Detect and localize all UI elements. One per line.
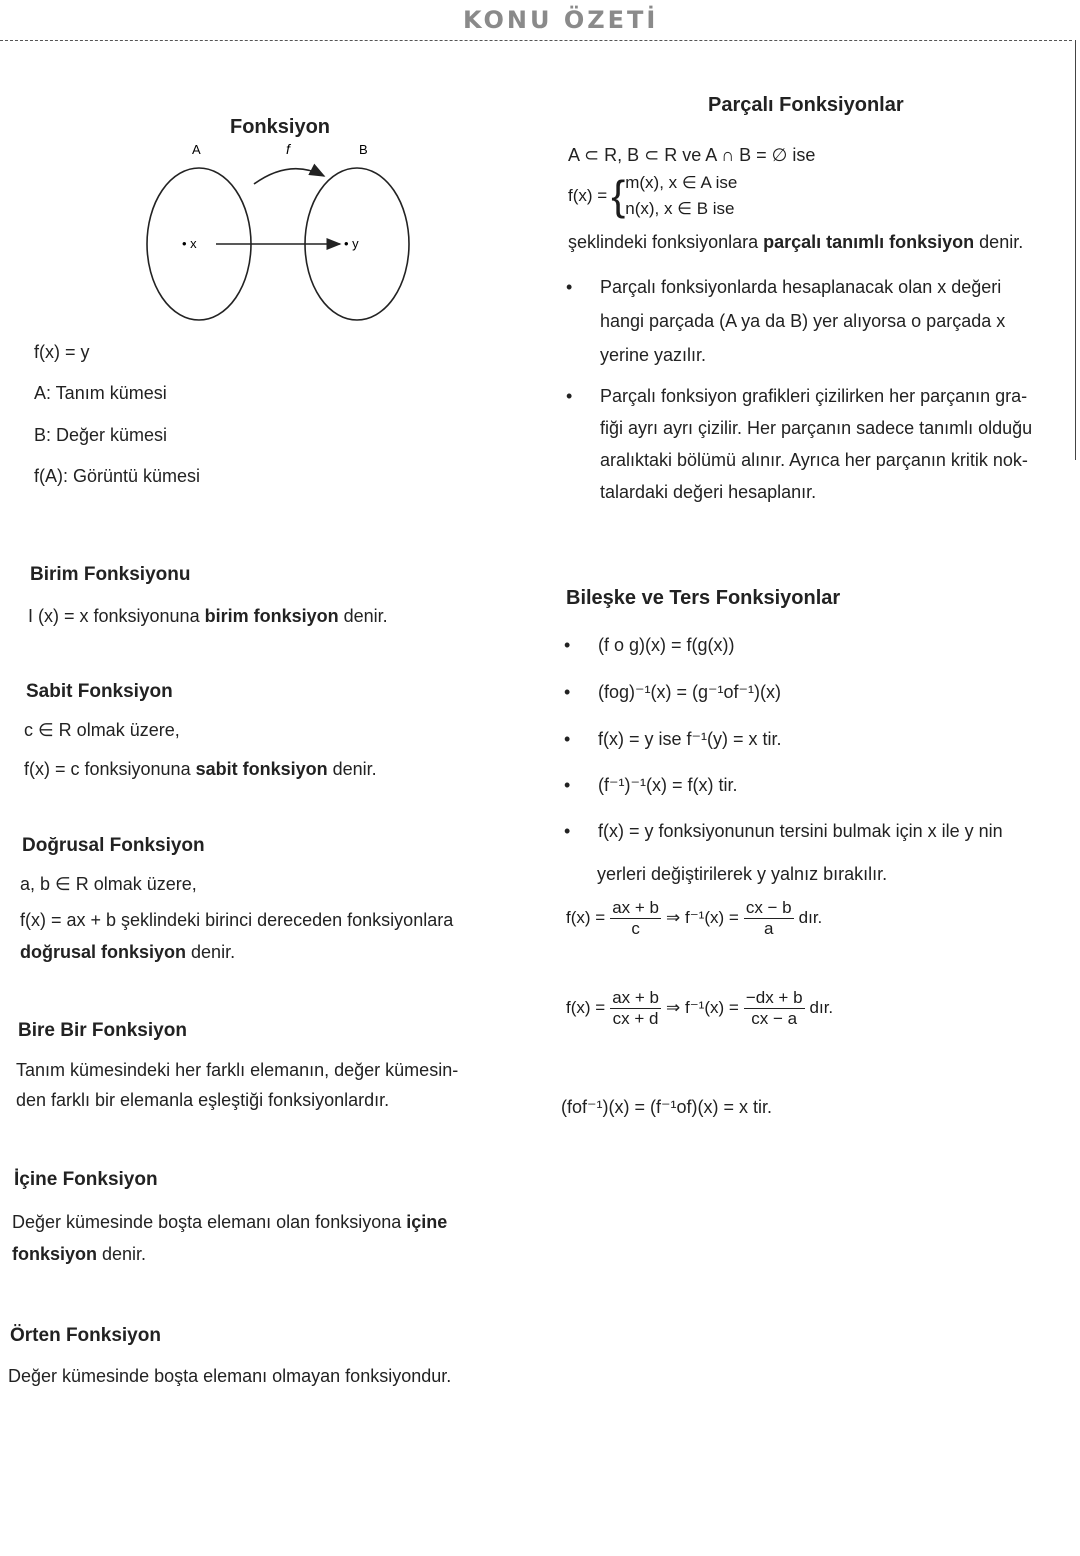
birebir-line1: Tanım kümesindeki her farklı elemanın, değer kümesin-: [16, 1060, 459, 1080]
header-rule: [0, 40, 1072, 41]
bileske-item-4: • (f⁻¹)⁻¹(x) = f(x) tir.: [598, 775, 737, 796]
sabit-text: f(x) = c fonksiyonuna sabit fonksiyon denir.: [24, 759, 377, 779]
case-1: m(x), x ∈ A ise: [625, 173, 738, 192]
sabit-title: Sabit Fonksiyon: [26, 681, 173, 702]
icine-line1: Değer kümesinde boşta elemanı olan fonksiyona içine: [12, 1212, 448, 1232]
set-a-label: A: [192, 142, 201, 157]
parcali-def: şeklindeki fonksiyonlara parçalı tanımlı fonksiyon denir.: [568, 232, 1024, 252]
mapping-arc: [254, 169, 324, 184]
parcali-bullet-2: • Parçalı fonksiyon grafikleri çizilirken her parçanın gra- fiği ayrı ayrı çizilir. Her parçanın sadece tanımlı olduğu aralıktaki bölümü alınır. Ayrıca her parçanın kritik nok- talardaki değeri hesaplanır.: [600, 380, 1065, 508]
right-edge-rule: [1075, 40, 1076, 460]
orten-title: Örten Fonksiyon: [10, 1325, 161, 1346]
formula-2: f(x) = $\frac{ax + b}{cx + d}$ ⇒ f⁻¹(x) = $\frac{-dx + b}{cx - a}$ dır.: [566, 988, 834, 1028]
bileske-item-5: • f(x) = y fonksiyonunun tersini bulmak için x ile y nin: [598, 821, 1068, 842]
map-label: f: [286, 141, 290, 157]
elem-y: • y: [344, 236, 359, 251]
bileske-item-5-cont: yerleri değiştirilerek y yalnız bırakılır.: [597, 864, 888, 884]
bileske-title: Bileşke ve Ters Fonksiyonlar: [566, 587, 841, 609]
dogrusal-line1: a, b ∈ R olmak üzere,: [20, 874, 197, 894]
dogrusal-line3: doğrusal fonksiyon denir.: [20, 942, 236, 962]
icine-line2: fonksiyon denir.: [12, 1244, 147, 1264]
tanim-kumesi: A: Tanım kümesi: [34, 383, 167, 403]
orten-line1: Değer kümesinde boşta elemanı olmayan fonksiyondur.: [8, 1366, 452, 1386]
header-title: KONU ÖZETİ: [455, 6, 666, 34]
formula-1: f(x) = $\frac{ax + b}{c}$ ⇒ f⁻¹(x) = $\frac{cx - b}{a}$ dır.: [566, 898, 823, 938]
elem-x: • x: [182, 236, 197, 251]
bileske-item-2: • (fog)⁻¹(x) = (g⁻¹of⁻¹)(x): [598, 682, 781, 703]
deger-kumesi: B: Değer kümesi: [34, 425, 168, 445]
bileske-last: (fof⁻¹)(x) = (f⁻¹of)(x) = x tir.: [561, 1097, 772, 1117]
goruntu-kumesi: f(A): Görüntü kümesi: [34, 466, 201, 486]
birim-title: Birim Fonksiyonu: [30, 564, 191, 585]
function-diagram: [130, 136, 430, 336]
set-b-label: B: [359, 142, 368, 157]
birim-text: I (x) = x fonksiyonuna birim fonksiyon denir.: [28, 606, 388, 626]
case-2: n(x), x ∈ B ise: [625, 198, 735, 218]
birebir-title: Bire Bir Fonksiyon: [18, 1020, 187, 1041]
icine-title: İçine Fonksiyon: [14, 1169, 158, 1190]
bileske-item-1: • (f o g)(x) = f(g(x)): [598, 635, 735, 656]
fonksiyon-title: Fonksiyon: [230, 116, 331, 138]
parcali-title: Parçalı Fonksiyonlar: [708, 94, 904, 116]
sabit-line1: c ∈ R olmak üzere,: [24, 720, 180, 740]
bileske-item-3: • f(x) = y ise f⁻¹(y) = x tir.: [598, 729, 782, 750]
birebir-line2: den farklı bir elemanla eşleştiği fonksiyonlardır.: [16, 1090, 390, 1110]
dogrusal-title: Doğrusal Fonksiyon: [22, 835, 205, 856]
parcali-bullet-1: • Parçalı fonksiyonlarda hesaplanacak olan x değeri hangi parçada (A ya da B) yer alıyorsa o parçada x yerine yazılır.: [600, 270, 1065, 372]
parcali-piecewise: f(x) = { m(x), x ∈ A ise n(x), x ∈ B ise: [568, 170, 737, 221]
parcali-cond: A ⊂ R, B ⊂ R ve A ∩ B = ∅ ise: [568, 145, 816, 165]
fonksiyon-def: f(x) = y: [34, 342, 90, 362]
dogrusal-line2: f(x) = ax + b şeklindeki birinci dereceden fonksiyonlara: [20, 910, 454, 930]
